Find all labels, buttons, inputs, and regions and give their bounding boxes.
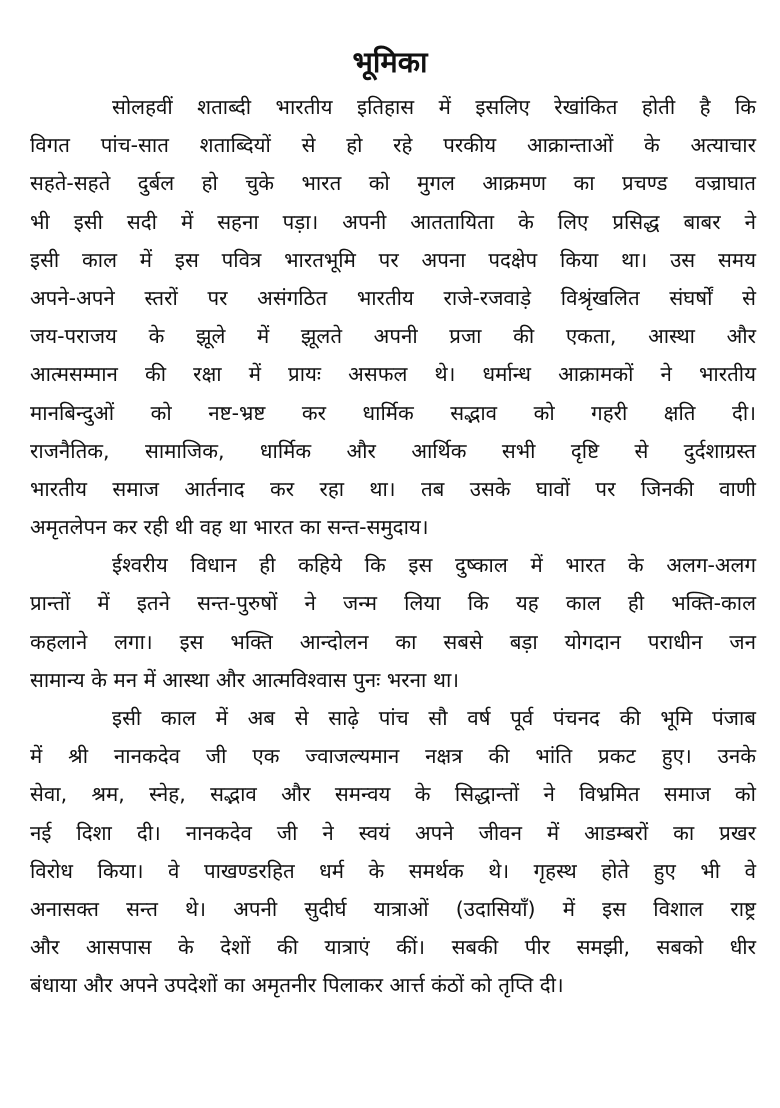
text-line: विगत पांच-सात शताब्दियों से हो रहे परकीय आक्रान्ताओं के अत्याचार <box>30 133 756 158</box>
paragraph-2 <box>30 546 756 699</box>
text-line: अपने-अपने स्तरों पर असंगठित भारतीय राजे-रजवाड़े विश्रृंखलित संघर्षों से <box>30 285 756 310</box>
text-line: भी इसी सदी में सहना पड़ा। अपनी आततायिता के लिए प्रसिद्ध बाबर ने <box>30 209 756 234</box>
text-line: सोलहवीं शताब्दी भारतीय इतिहास में इसलिए रेखांकित होती है कि <box>112 95 756 119</box>
text-line: अनासक्त सन्त थे। अपनी सुदीर्घ यात्राओं (उदासियाँ) में इस विशाल राष्ट्र <box>30 896 756 921</box>
text-line: और आसपास के देशों की यात्राएं कीं। सबकी पीर समझी, सबको धीर <box>30 935 756 960</box>
text-line: प्रान्तों में इतने सन्त-पुरुषों ने जन्म लिया कि यह काल ही भक्ति-काल <box>30 591 756 616</box>
text-line: बंधाया और अपने उपदेशों का अमृतनीर पिलाकर आर्त्त कंठों को तृप्ति दी। <box>30 973 564 998</box>
page-title: भूमिका <box>352 45 428 79</box>
text-line: में श्री नानकदेव जी एक ज्वाजल्यमान नक्षत्र की भांति प्रकट हुए। उनके <box>30 744 756 769</box>
text-line: नई दिशा दी। नानकदेव जी ने स्वयं अपने जीवन में आडम्बरों का प्रखर <box>30 820 756 845</box>
text-line: सेवा, श्रम, स्नेह, सद्भाव और समन्वय के सिद्धान्तों ने विभ्रमित समाज को <box>30 782 756 807</box>
text-line: अमृतलेपन कर रही थी वह था भारत का सन्त-समुदाय। <box>30 515 429 540</box>
text-line: इसी काल में अब से साढ़े पांच सौ वर्ष पूर्व पंचनद की भूमि पंजाब <box>112 706 756 730</box>
text-line: भारतीय समाज आर्तनाद कर रहा था। तब उसके घावों पर जिनकी वाणी <box>30 476 756 501</box>
text-line: जय-पराजय के झूले में झूलते अपनी प्रजा की एकता, आस्था और <box>30 324 756 349</box>
body-text <box>30 88 756 1005</box>
text-line: इसी काल में इस पवित्र भारतभूमि पर अपना पदक्षेप किया था। उस समय <box>30 247 756 272</box>
text-line: ईश्वरीय विधान ही कहिये कि इस दुष्काल में भारत के अलग-अलग <box>112 553 756 578</box>
text-line: सामान्य के मन में आस्था और आत्मविश्वास पुनः भरना था। <box>30 667 460 692</box>
paragraph-3 <box>30 699 756 1005</box>
text-line: विरोध किया। वे पाखण्डरहित धर्म के समर्थक थे। गृहस्थ होते हुए भी वे <box>30 858 756 883</box>
text-line: राजनैतिक, सामाजिक, धार्मिक और आर्थिक सभी दृष्टि से दुर्दशाग्रस्त <box>30 438 756 463</box>
paragraph-1 <box>30 88 756 546</box>
text-line: आत्मसम्मान की रक्षा में प्रायः असफल थे। धर्मान्ध आक्रामकों ने भारतीय <box>30 362 756 387</box>
text-line: मानबिन्दुओं को नष्ट-भ्रष्ट कर धार्मिक सद्भाव को गहरी क्षति दी। <box>30 400 756 425</box>
text-line: सहते-सहते दुर्बल हो चुके भारत को मुगल आक्रमण का प्रचण्ड वज्राघात <box>30 171 756 196</box>
text-line: कहलाने लगा। इस भक्ति आन्दोलन का सबसे बड़ा योगदान पराधीन जन <box>30 629 756 654</box>
